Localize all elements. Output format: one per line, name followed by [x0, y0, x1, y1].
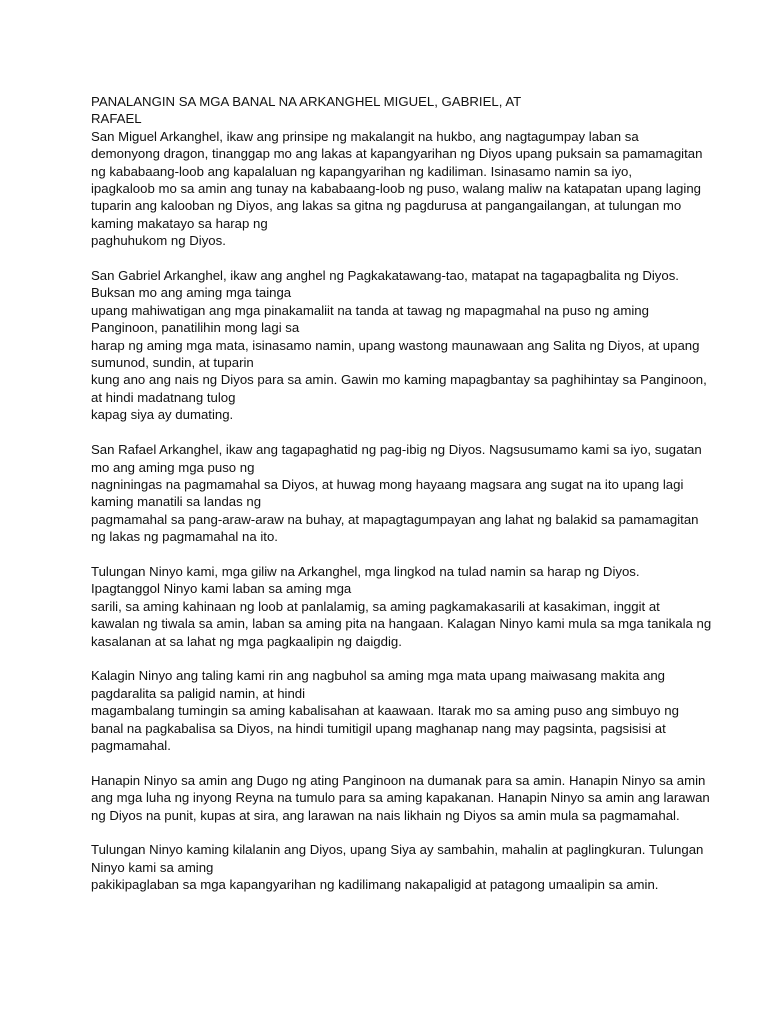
text-line: Tulungan Ninyo kaming kilalanin ang Diyos, upang Siya ay sambahin, mahalin at paglingkuran. Tulungan [91, 842, 704, 858]
text-line: kaming makatayo sa harap ng [91, 215, 268, 231]
paragraph-hanapin-ninyo [91, 772, 710, 824]
paragraph-tulungan-ninyo [91, 563, 712, 650]
text-line: kaming manatili sa landas ng [91, 494, 262, 510]
text-line: demonyong dragon, tinanggap mo ang lakas at kapangyarihan ng Diyos upang puksain sa pamamagitan [91, 146, 703, 162]
text-line: San Gabriel Arkanghel, ikaw ang anghel ng Pagkakatawang-tao, matapat na tagapagbalita ng Diyos. [91, 268, 679, 284]
text-line: tuparin ang kalooban ng Diyos, ang lakas sa gitna ng pagdurusa at pangangailangan, at tulungan mo [91, 198, 682, 214]
text-line: Kalagin Ninyo ang taling kami rin ang nagbuhol sa aming mga mata upang maiwasang makita ang [91, 668, 666, 684]
text-line: San Rafael Arkanghel, ikaw ang tagapaghatid ng pag-ibig ng Diyos. Nagsusumamo kami sa iyo, sugatan [91, 442, 702, 458]
title-line: PANALANGIN SA MGA BANAL NA ARKANGHEL MIGUEL, GABRIEL, AT [91, 94, 522, 109]
document-title [91, 93, 691, 128]
text-line: ang mga luha ng inyong Reyna na tumulo para sa aming kapakanan. Hanapin Ninyo sa amin ang larawan [91, 790, 710, 806]
text-line: paghuhukom ng Diyos. [91, 233, 226, 249]
text-line: pakikipaglaban sa mga kapangyarihan ng kadilimang nakapaligid at patagong umaalipin sa amin. [91, 877, 659, 893]
paragraph-san-miguel [91, 128, 703, 250]
paragraph-kilalanin-ang-diyos [91, 841, 704, 893]
text-line: Buksan mo ang aming mga tainga [91, 285, 292, 301]
paragraph-san-rafael [91, 441, 702, 545]
text-line: Ninyo kami sa aming [91, 859, 214, 875]
text-line: harap ng aming mga mata, isinasamo namin, upang wastong maunawaan ang Salita ng Diyos, at upang [91, 337, 700, 353]
text-line: mo ang aming mga puso ng [91, 459, 255, 475]
text-line: magambalang tumingin sa aming kabalisahan at kaawaan. Itarak mo sa aming puso ang simbuyo ng [91, 703, 679, 719]
text-line: sumunod, sundin, at tuparin [91, 355, 254, 371]
text-line: ng Diyos na punit, kupas at sira, ang larawan na nais likhain ng Diyos sa amin mula sa pagmamahal. [91, 807, 680, 823]
text-line: ipagkaloob mo sa amin ang tunay na kababaang-loob ng puso, walang maliw na katapatan upang laging [91, 181, 701, 197]
text-line: sarili, sa aming kahinaan ng loob at panlalamig, sa aming pagkamakasarili at kasakiman, inggit at [91, 598, 660, 614]
paragraph-san-gabriel [91, 267, 707, 424]
text-line: at hindi madatnang tulog [91, 389, 236, 405]
text-line: banal na pagkabalisa sa Diyos, na hindi tumitigil upang maghanap nang may pagsinta, pagsisisi at [91, 720, 666, 736]
text-line: upang mahiwatigan ang mga pinakamaliit na tanda at tawag ng mapagmahal na puso ng aming [91, 302, 649, 318]
title-line: RAFAEL [91, 111, 142, 127]
text-line: nagniningas na pagmamahal sa Diyos, at huwag mong hayaang magsara ang sugat na ito upang lagi [91, 476, 684, 492]
document-page [91, 93, 712, 911]
text-line: pagmamahal. [91, 737, 171, 753]
text-line: pagdaralita sa paligid namin, at hindi [91, 685, 306, 701]
text-line: kasalanan at sa lahat ng mga pagkaalipin ng daigdig. [91, 633, 402, 649]
text-line: Tulungan Ninyo kami, mga giliw na Arkanghel, mga lingkod na tulad namin sa harap ng Diyos. [91, 563, 640, 579]
text-line: Panginoon, panatilihin mong lagi sa [91, 320, 300, 336]
text-line: kapag siya ay dumating. [91, 407, 234, 423]
text-line: Ipagtanggol Ninyo kami laban sa aming mga [91, 581, 352, 597]
paragraph-kalagin-ninyo [91, 667, 691, 754]
text-line: ng kababaang-loob ang kapalaluan ng kapangyarihan ng kadiliman. Isinasamo namin sa iyo, [91, 163, 633, 179]
text-line: San Miguel Arkanghel, ikaw ang prinsipe ng makalangit na hukbo, ang nagtagumpay laban sa [91, 128, 639, 144]
text-line: kawalan ng tiwala sa amin, laban sa aming pita na hangaan. Kalagan Ninyo kami mula sa mga tanikala ng [91, 616, 712, 632]
text-line: kung ano ang nais ng Diyos para sa amin. Gawin mo kaming mapagbantay sa paghihintay sa Panginoon, [91, 372, 707, 388]
text-line: ng lakas ng pagmamahal na ito. [91, 529, 278, 545]
text-line: pagmamahal sa pang-araw-araw na buhay, at mapagtagumpayan ang lahat ng balakid sa pamamagitan [91, 511, 699, 527]
text-line: Hanapin Ninyo sa amin ang Dugo ng ating Panginoon na dumanak para sa amin. Hanapin Ninyo sa amin [91, 772, 706, 788]
